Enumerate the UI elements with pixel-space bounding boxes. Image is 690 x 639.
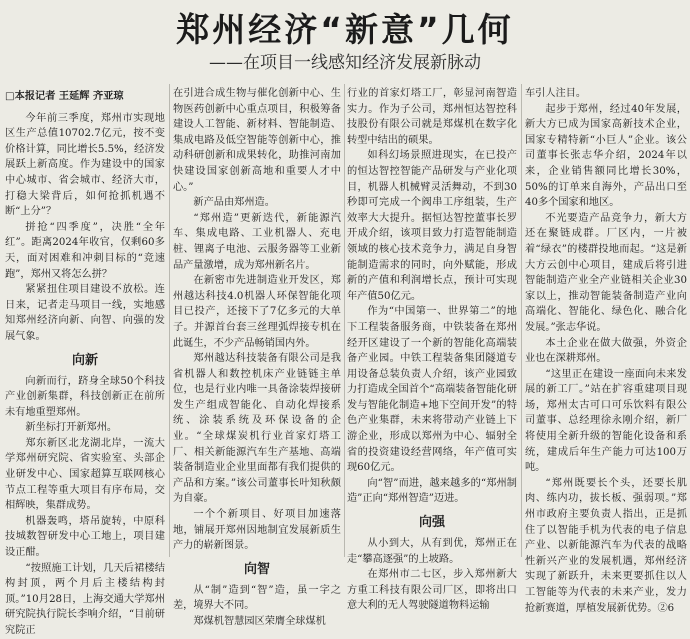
paragraph: 向“智”而进，越来越多的“郑州制造”正向“郑州智造”迈进。 xyxy=(347,477,517,505)
article-column-4 xyxy=(525,86,687,614)
byline: □本报记者 王延辉 齐亚琼 xyxy=(5,90,124,102)
section-heading-xiangqiang: 向强 xyxy=(418,515,445,531)
paragraph: 郑煤机智慧园区荣膺全球煤机 xyxy=(193,616,326,627)
paragraph: 车引人注目。 xyxy=(525,88,587,99)
article-column-1 xyxy=(5,86,165,636)
article-subheadline: ——在项目一线感知经济发展新脉动 xyxy=(209,53,481,73)
article-column-3 xyxy=(347,86,517,612)
paragraph: 今年前三季度，郑州市实现地区生产总值10702.7亿元，按不变价格计算，同比增长5.5%，经济发展跃上新高度。作为建设中的国家中心城市、省会城市、经济大市，打稳大梁背后，如何抢抓机遇不断“上分”？ xyxy=(5,112,165,218)
article-column-2 xyxy=(173,86,341,627)
paragraph: 向新而行，跻身全球50个科技产业创新集群，科技创新正在前所未有地重塑郑州。 xyxy=(5,375,165,418)
paragraph: 在郑州市二七区，步入郑州新大方重工科技有限公司厂区，即将出口意大利的无人驾驶隧道物料运输 xyxy=(347,569,517,612)
paragraph xyxy=(525,476,687,616)
paragraph: 新坐标打开新郑州。 xyxy=(25,422,118,434)
column-divider xyxy=(344,84,345,557)
paragraph: 不光要造产品竞争力，新大方还在聚链成群。厂区内，一片被着“绿衣”的楼群投地而起。“这是新大方云创中心项目，建成后将引进智能制造产业全产业链相关企业30家以上，推动智能装备制造产业向高端化、智能化、绿色化、融合化发展。”张志华说。 xyxy=(525,212,687,333)
paragraph-text: “郑州既要长个头，还要长肌肉、练内功，拔长板、强弱项。”郑州市政府主要负责人指出，正是抓住了以智能手机为代表的电子信息产业、以新能源汽车为代表的战略性新兴产业的发展机遇，郑州经济实现了新跃升，未来更要抓住以人工智能等为代表的未来产业，发力抢新赛道，厚植发展新优势。 xyxy=(525,477,687,614)
section-heading-xiangxin: 向新 xyxy=(71,352,98,368)
paragraph: 机器轰鸣，塔吊旋转，中原科技城数智研发中心工地上，项目建设正酣。 xyxy=(5,515,165,559)
paragraph: 在新密市先进制造业开发区，郑州越达科技4.0机器人环保智能化项目已投产，还接下了7亿多元的大单子。并源首台套三丝理弧焊接专机在此诞生，不少产品畅销国内外。 xyxy=(173,275,341,349)
column-divider xyxy=(521,84,522,557)
paragraph: 本土企业在做大做强，外资企业也在深耕郑州。 xyxy=(525,337,687,365)
paragraph: 行业的首家灯塔工厂，彰显河南智造实力。作为子公司，郑州恒达智控科技股份有限公司就是郑煤机在数字化转型中结出的硕果。 xyxy=(347,88,517,146)
paragraph: 一个个新项目、好项目加速落地，铺展开郑州因地制宜发展新质生产力的崭新图景。 xyxy=(173,509,341,552)
paragraph: 新产品由郑州造。 xyxy=(193,197,275,209)
article-headline: 郑州经济“新意”几何 xyxy=(176,10,514,49)
paragraph: 郑州越达科技装备有限公司是我省机器人和数控机床产业链链主单位，也是行业内唯一具备涂装焊接研发生产组成智能化、自动化焊接系统、涂装系统及环保设备的企业。“全球煤炭机行业首家灯塔工厂、相关新能源汽车生产基地、高端装备制造业企业里面都有我们提供的产品和方案。”该公司董事长叶知秋颇为自豪。 xyxy=(173,353,341,505)
paragraph: 作为“中国第一、世界第二”的地下工程装备服务商，中铁装备在郑州经开区建设了一个新的智能化高端装备产业园。中铁工程装备集团隧道专用设备总装负责人介绍，该产业园致力打造成全国首个“高端装备智能化研发与智能化制造+地下空间开发”的特色产业集群，未来将带动产业链上下游企业，形成以郑州为中心、辐射全省的投资建设经营网络，年产值可实现60亿元。 xyxy=(347,306,517,474)
section-heading-xiangzhi: 向智 xyxy=(243,561,270,577)
paragraph: 从“制”造到“智”造，虽一字之差，境界大不同。 xyxy=(173,584,341,612)
paragraph: 紧紧扭住项目建设不放松。连日来，记者走马项目一线，实地感知郑州经济向新、向智、向强的发展气象。 xyxy=(5,284,165,342)
paragraph: “郑州造”更新迭代，新能源汽车、集成电路、工业机器人、充电桩、锂离子电池、云服务器等工业新品产量激增，成为郑州新名片。 xyxy=(173,212,341,271)
column-divider xyxy=(169,84,170,557)
paragraph: 从小到大，从有到优，郑州正在走“攀高逐强”的上坡路。 xyxy=(347,538,517,565)
paragraph: 起步于郑州，经过40年发展，新大方已成为国家高新技术企业，国家专精特新“小巨人”企业。该公司董事长张志华介绍，2024年以来，企业销售额同比增长30%，50%的订单来自海外，产品出口至40多个国家和地区。 xyxy=(525,103,687,209)
paragraph: “按照施工计划，几天后裙楼结构封顶，两个月后主楼结构封顶。”10月28日，上海交通大学郑州研究院执行院长李响介绍，“目前研究院正 xyxy=(5,562,165,636)
paragraph: 拼抢“四季度”，决胜“全年红”。距离2024年收官，仅剩60多天，面对困难和冲刺目标的“竞速跑”，郑州又将怎么拼？ xyxy=(5,221,165,280)
paragraph: 如科幻场景照进现实，在已投产的恒达智控智能产品研发与产业化项目，机器人机械臂灵活舞动，不到30秒即可完成一个阀串工序组装，生产效率大大提升。据恒达智控董事长罗开成介绍，该项目致力打造智能制造领域的核心技术竞争力，满足自身智能制造需求的同时，向外赋能，形成新的产值和利润增长点，预计可实现年产值50亿元。 xyxy=(347,150,517,302)
paragraph: 郑东新区北龙湖北岸，一流大学郑州研究院、省实验室、头部企业研发中心、国家超算互联网核心节点工程等重大项目有序布局，交相辉映，集群成势。 xyxy=(5,437,165,512)
paragraph: 在引进合成生物与催化创新中心、生物医药创新中心重点项目，积极筹备建设人工智能、新材料、智能制造、集成电路及低空智能等创新中心，推动科研创新和成果转化，助推河南加快建设国家创新高地和重要人才中心。” xyxy=(173,88,341,193)
paragraph: “这里正在建设一座面向未来发展的新工厂。”站在扩容重建项目现场，郑州太古可口可乐饮料有限公司董事、总经理徐永刚介绍，新厂将使用全新升级的智能化设备和系统，建成后年生产能力可达100万吨。 xyxy=(525,368,687,474)
end-mark: ②6 xyxy=(657,602,675,614)
